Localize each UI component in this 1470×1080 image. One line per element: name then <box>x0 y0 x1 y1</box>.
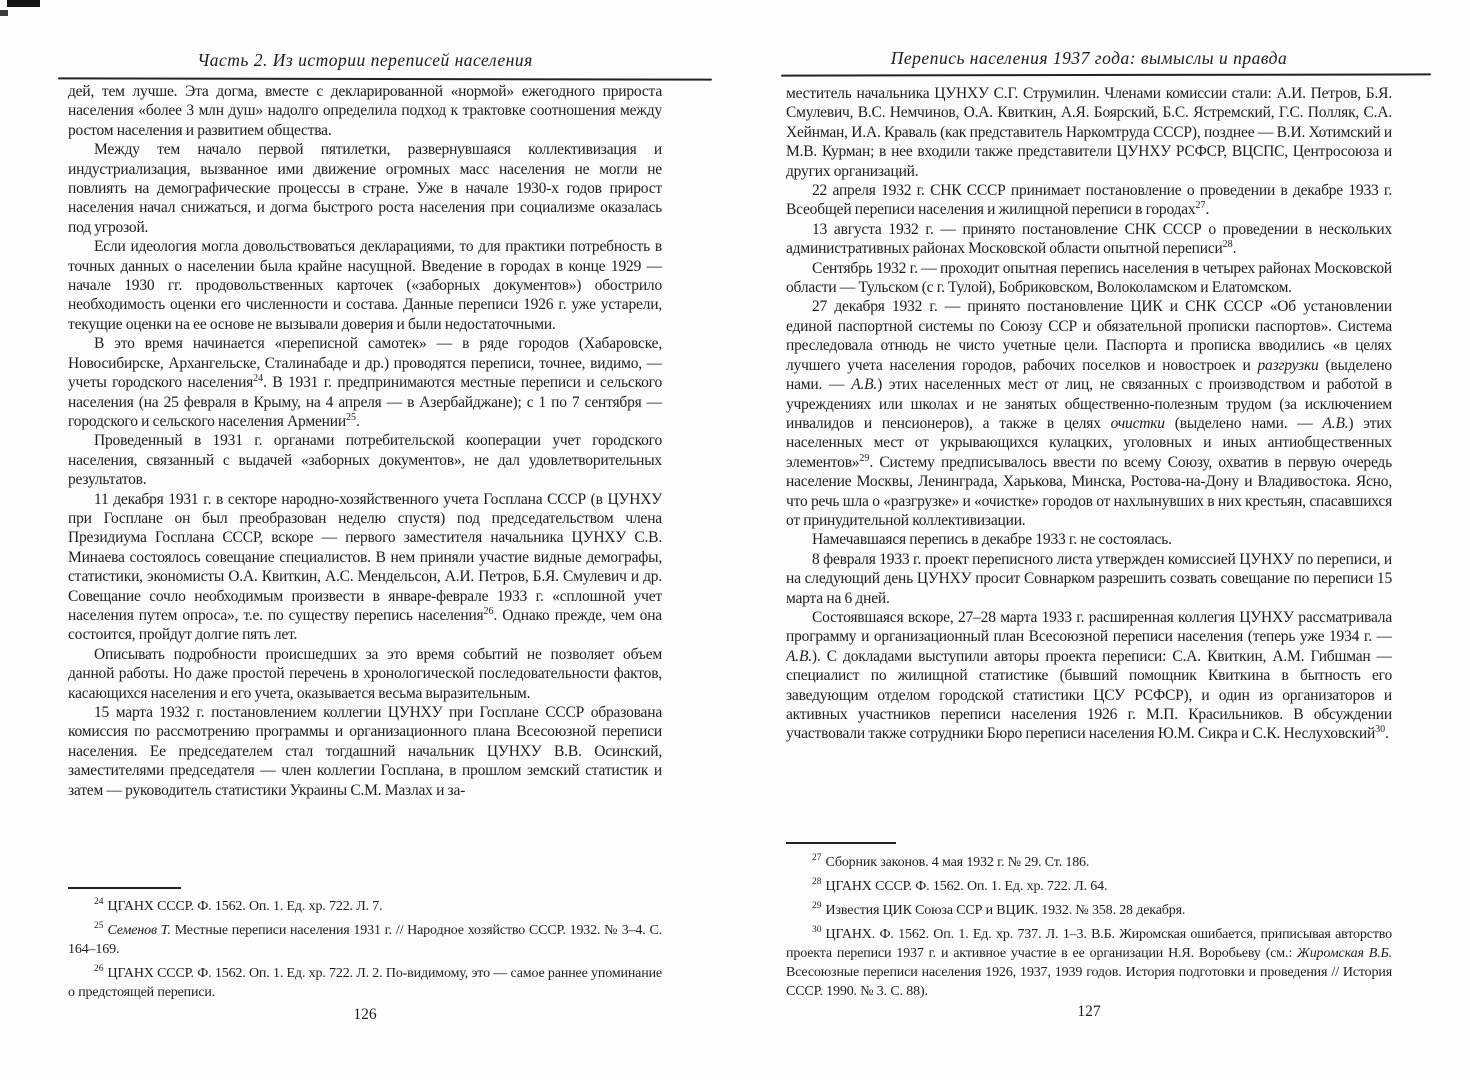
paragraph <box>786 530 1392 549</box>
header-rule-left <box>58 77 712 80</box>
footnote-marker: 26 <box>94 964 104 975</box>
footnote-marker: 29 <box>812 901 822 912</box>
text-run: 27 декабря 1932 г. — принято постановление ЦИК и СНК СССР «Об установлении единой паспортной системы по Союзу ССР и обязательной прописки паспортов». Система преследовала отнюдь не чисто учетные цели. Паспорта и прописка вводились «в целях лучшего учета населения городов, рабочих поселков и новостроек и <box>786 298 1392 374</box>
paragraph <box>786 181 1392 220</box>
text-run: 11 декабря 1931 г. в секторе народно-хозяйственного учета Госплана СССР (в ЦУНХУ при Госплане он был преобразован неделю спустя) под председательством члена Президиума Госплана СССР, вскоре — первого заместителя начальника ЦУНХУ С.В. Минаева состоялось совещание специалистов. В нем приняли участие видные демографы, статистики, экономисты О.А. Квиткин, А.С. Мендельсон, А.И. Петров, Б.Я. Смулевич и др. Совещание сочло необходимым произвести в январе-феврале 1933 г. «сплошной учет населения путем опроса», т.е. по существу перепись населения <box>68 490 662 624</box>
footnote-ref: 26 <box>483 605 494 617</box>
footnote-ref: 30 <box>1375 724 1386 736</box>
text-run: меститель начальника ЦУНХУ С.Г. Струмилин. Членами комиссии стали: А.И. Петров, Б.Я. Смулевич, В.С. Немчинов, О.А. Квиткин, А.Я. Боярский, Б.С. Ястремский, Г.С. Полляк, С.А. Хейнман, И.А. Краваль (как представитель Наркомтруда СССР), позднее — В.И. Хотимский и М.В. Курман; в нее входили также представители ЦУНХУ РСФСР, ВЦСПС, Центросоюза и других организаций. <box>786 85 1392 180</box>
footnote <box>786 853 1392 872</box>
footnote <box>786 901 1392 920</box>
running-header-left-text: Часть 2. Из истории переписей населения <box>197 50 533 70</box>
text-run: (выделено нами. — <box>1164 414 1323 432</box>
footnote-ref: 27 <box>1195 200 1206 212</box>
text-run: . В 1931 г. предпринимаются местные переписи и сельского населения (на 25 февраля в Крыму, на 4 апреля — в Азербайджане); с 1 по 7 сентября — городского и сельского населения Армении <box>68 374 662 430</box>
paragraph <box>68 703 662 800</box>
footnote-ref: 24 <box>253 372 264 384</box>
text-run: (выделено нами. — <box>786 356 1392 394</box>
text-run: . Однако прежде, чем она состоится, пройдут долгие пять лет. <box>68 606 662 644</box>
paragraph <box>786 259 1392 298</box>
footnote <box>68 921 662 959</box>
text-run: Сентябрь 1932 г. — проходит опытная перепись населения в четырех районах Московской области — Тульском (с г. Тулой), Бобриковском, Волоколамском и Елатомском. <box>786 259 1392 297</box>
footnote-rule-right <box>786 842 896 844</box>
text-run: Если идеология могла довольствоваться декларациями, то для практики потребность в точных данных о населении была крайне насущной. Введение в городах в конце 1929 — начале 1930 гг. продовольственных карточек («заборных документов») обострило необходимость оценки его численности и состава. Данные переписи 1926 г. уже устарели, текущие оценки на ее основе не вызывали доверия и были недостаточными. <box>68 238 662 333</box>
footnote <box>786 877 1392 896</box>
paragraph <box>68 490 662 645</box>
text-run: . <box>1385 725 1389 743</box>
text-run: дей, тем лучше. Эта догма, вместе с декларированной «нормой» ежегодного прироста населения «более 3 млн душ» надолго определила подход к трактовке соотношения между ростом населения и развитием общества. <box>68 83 662 139</box>
italic-run: очистки <box>1110 414 1165 432</box>
footnote-ref: 28 <box>1222 239 1233 251</box>
paragraph <box>68 237 662 334</box>
text-run: Известия ЦИК Союза ССР и ВЦИК. 1932. № 358. 28 декабря. <box>825 903 1186 918</box>
text-run: Состоявшаяся вскоре, 27–28 марта 1933 г. расширенная коллегия ЦУНХУ рассматривала программу и организационный план Всесоюзной переписи населения (теперь уже 1934 г. — <box>786 608 1392 646</box>
text-run: ЦГАНХ СССР. Ф. 1562. Оп. 1. Ед. хр. 722. Л. 2. По-видимому, это — самое раннее упоминание о предстоящей переписи. <box>68 966 662 1000</box>
text-run: 22 апреля 1932 г. СНК СССР принимает постановление о проведении в декабре 1933 г. Всеобщей переписи населения и жилищной переписи в городах <box>786 182 1392 219</box>
footnote <box>68 897 662 916</box>
paragraph <box>68 140 662 237</box>
paragraph <box>68 334 662 431</box>
footnote-marker: 25 <box>94 921 104 932</box>
italic-run: Семенов Т. <box>107 923 171 938</box>
text-run: . <box>355 412 360 430</box>
header-rule-right <box>781 73 1431 76</box>
text-run: Намечавшаяся перепись в декабре 1933 г. не состоялась. <box>812 531 1172 549</box>
paragraph <box>68 645 662 703</box>
text-run: 8 февраля 1933 г. проект переписного листа утвержден комиссией ЦУНХУ по переписи, и на следующий день ЦУНХУ просит Совнарком разрешить созвать совещание по переписи 15 марта на 6 дней. <box>786 550 1392 607</box>
footnote <box>786 925 1392 1001</box>
text-run: Между тем начало первой пятилетки, развернувшаяся коллективизация и индустриализация, вызванное ими движение огромных масс населения не могли не повлиять на демографические процессы в стране. Уже в начале 1930-х годов прирост населения начал снижаться, и догма быстрого роста населения при социализме оказалась под угрозой. <box>68 141 662 236</box>
page-number-left: 126 <box>353 1006 377 1023</box>
text-run: В это время начинается «переписной самотек» — в ряде городов (Хабаровске, Новосибирске, Архангельске, Сталинабаде и др.) проводятся переписи, точнее, видимо, — учеты городского населения <box>68 335 662 392</box>
paragraph <box>786 550 1392 608</box>
text-run: ЦГАНХ СССР. Ф. 1562. Оп. 1. Ед. хр. 722. Л. 64. <box>825 879 1108 894</box>
text-run: 15 марта 1932 г. постановлением коллегии ЦУНХУ при Госплане СССР образована комиссия по рассмотрению программы и организационного плана Всесоюзной переписи населения. Ее председателем стал тогдашний начальник ЦУНХУ В.В. Осинский, заместителями председателя — член коллегии Госплана, в прошлом земский статистик и затем — руководитель статистики Украины С.М. Мазлах и за- <box>68 704 662 799</box>
running-header-left <box>68 50 662 71</box>
text-run: . <box>1205 201 1210 219</box>
footnote-marker: 30 <box>812 925 822 936</box>
italic-run: А.В. <box>1322 414 1349 432</box>
footnote-marker: 27 <box>812 853 822 864</box>
footnotes-right <box>786 853 1392 1006</box>
paragraph <box>786 84 1392 181</box>
footnote-marker: 24 <box>94 897 104 908</box>
italic-run: А.В. <box>786 647 812 665</box>
running-header-right <box>786 48 1392 69</box>
text-run: ) этих населенных мест от укрывающихся кулацких, уголовных и иных антиобщественных элементов» <box>786 414 1392 471</box>
footnote <box>68 964 662 1002</box>
page-number-right: 127 <box>1077 1003 1101 1020</box>
text-run: . Систему предписывалось ввести по всему Союзу, охватив в первую очередь население Москвы, Ленинграда, Харькова, Минска, Ростова-на-Дону и Владивостока. Ясно, что речь шла о «разгрузке» и «очистке» городов от нахлынувших в них крестьян, спасавшихся от принудительной коллективизации. <box>786 453 1392 529</box>
footnote-ref: 29 <box>859 452 870 464</box>
text-run: ) этих населенных мест от лиц, не связанных с производством и работой в учреждениях или школах и не занятых общественно-полезным трудом (за исключением инвалидов и пенсионеров), а также в целях <box>786 376 1392 432</box>
italic-run: разгрузки <box>1257 356 1319 374</box>
footnote-marker: 28 <box>812 877 822 888</box>
paragraph <box>786 608 1392 744</box>
text-run: Проведенный в 1931 г. органами потребительской кооперации учет городского населения, связанный с выдачей «заборных документов», не дал удовлетворительных результатов. <box>68 432 662 489</box>
footnote-rule-left <box>68 887 181 889</box>
paragraph <box>786 220 1392 259</box>
italic-run: Жиромская В.Б. <box>1297 946 1392 961</box>
page-body-right <box>786 84 1392 840</box>
footnote-ref: 25 <box>345 411 356 423</box>
text-run: 13 августа 1932 г. — принято постановление СНК СССР о проведении в нескольких административных районах Московской области опытной переписи <box>786 220 1392 258</box>
page-body-left <box>68 82 662 884</box>
text-run: Местные переписи населения 1931 г. // Народное хозяйство СССР. 1932. № 3–4. С. 164–169. <box>68 923 662 957</box>
text-run: Всесоюзные переписи населения 1926, 1937, 1939 годов. История подготовки и проведения // История СССР. 1990. № 3. С. 88). <box>786 965 1392 999</box>
text-run: Сборник законов. 4 мая 1932 г. № 29. Ст. 186. <box>825 855 1090 870</box>
page-left <box>68 0 662 1080</box>
text-run: ЦГАНХ СССР. Ф. 1562. Оп. 1. Ед. хр. 722. Л. 7. <box>107 899 383 914</box>
page-right <box>786 0 1392 1080</box>
paragraph <box>68 82 662 140</box>
scan-artifact-top-left <box>7 0 40 7</box>
text-run: . <box>1232 240 1237 258</box>
scan-artifact-left-edge <box>0 10 8 16</box>
text-run: ЦГАНХ. Ф. 1562. Оп. 1. Ед. хр. 737. Л. 1–3. В.Б. Жиромская ошибается, приписывая авторство проекта переписи 1937 г. и активное участие в ее организации Н.Я. Воробьеву (см.: <box>786 927 1392 961</box>
italic-run: А.В. <box>851 376 878 394</box>
running-header-right-text: Перепись населения 1937 года: вымыслы и правда <box>890 48 1288 68</box>
paragraph <box>68 431 662 489</box>
text-run: Описывать подробности происшедших за это время событий не позволяет объем данной работы. Но даже простой перечень в хронологической последовательности фактов, касающихся населения и его учета, оказывается весьма выразительным. <box>68 645 662 702</box>
footnotes-left <box>68 897 662 1007</box>
paragraph <box>786 297 1392 530</box>
text-run: ). С докладами выступили авторы проекта переписи: С.А. Квиткин, А.М. Гибшман — специалист по жилищной статистике (бывший помощник Квиткина в бытность его заведующим отделом городской статистики ЦСУ РСФСР), и один из организаторов и активных участников переписи населения 1926 г. М.П. Красильников. В обсуждении участвовали также сотрудники Бюро переписи населения Ю.М. Сикра и С.К. Неслуховский <box>786 647 1392 743</box>
